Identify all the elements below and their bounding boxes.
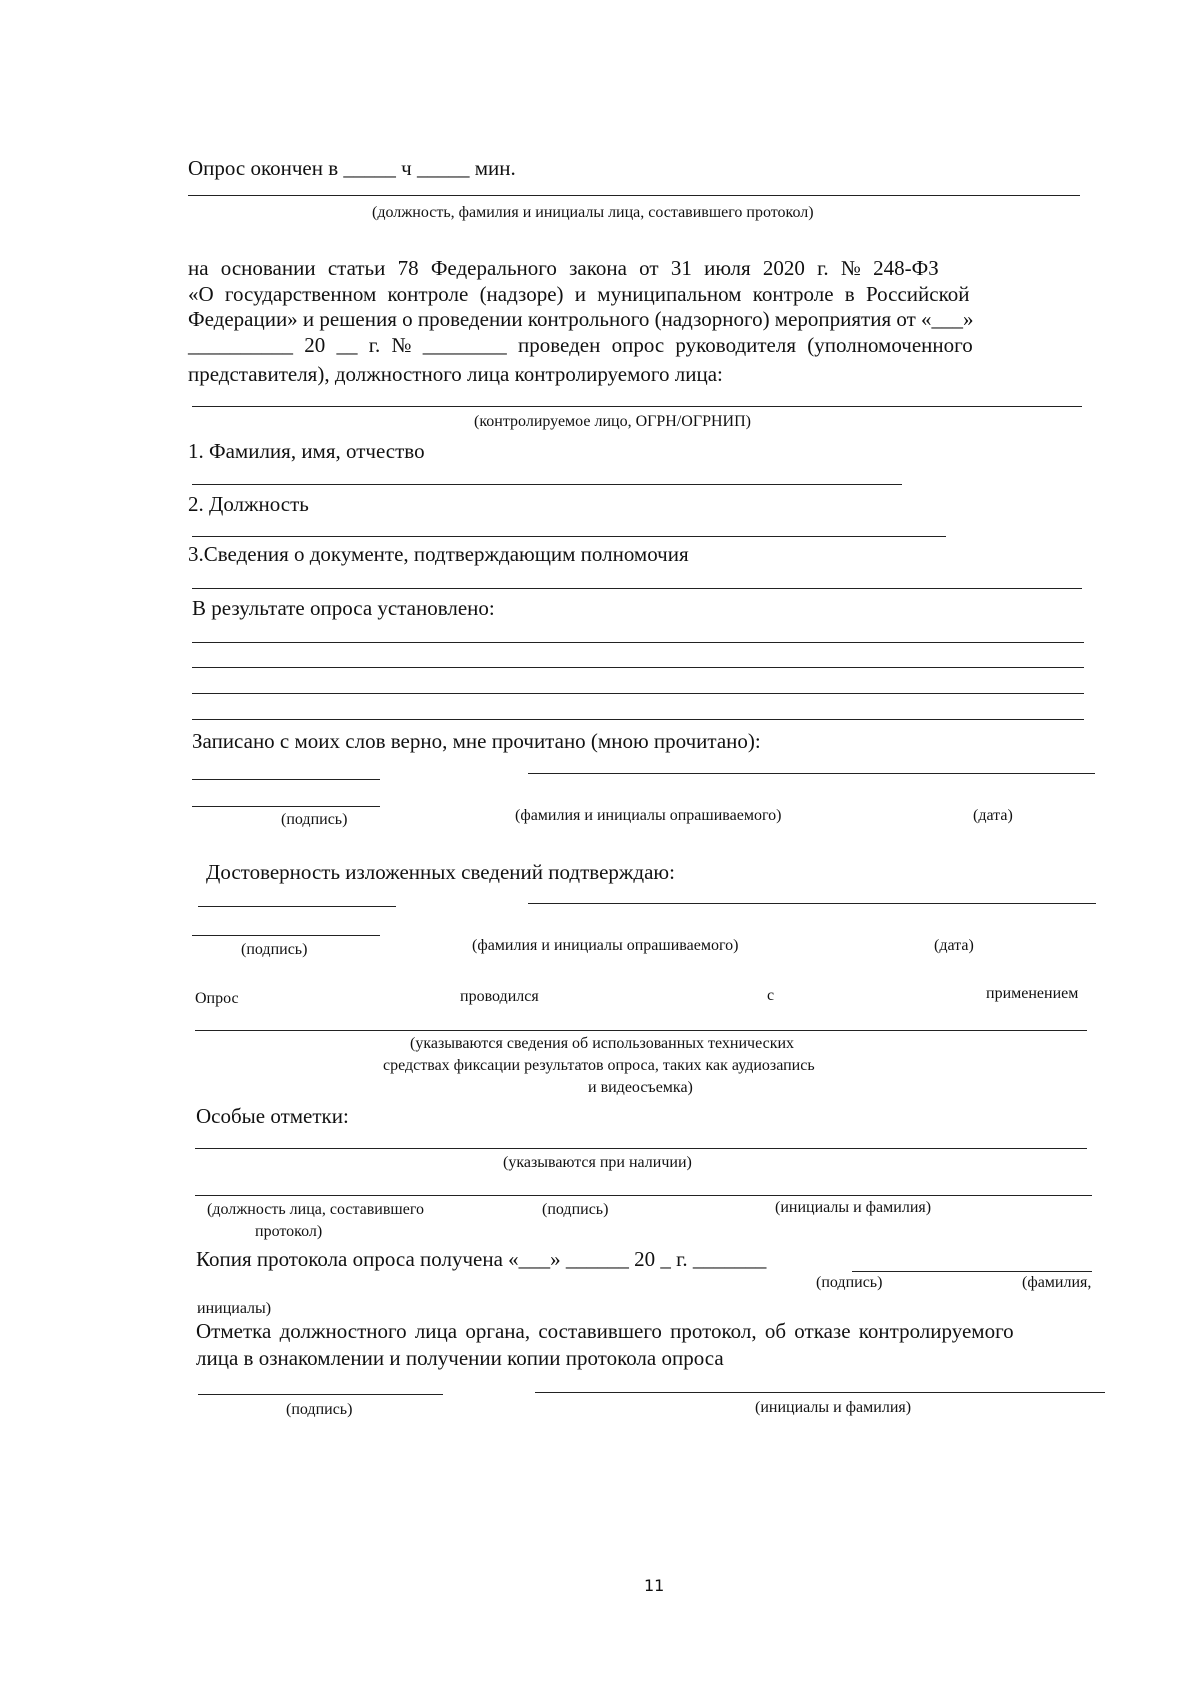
special-notes-line: [195, 1148, 1087, 1149]
special-notes-label: Особые отметки:: [196, 1104, 349, 1128]
copy-name-caption-1: (фамилия,: [1022, 1274, 1092, 1291]
refusal-line-1: Отметка должностного лица органа, составившего протокол, об отказе контролируемого: [196, 1319, 1014, 1343]
final-name-line: [535, 1392, 1105, 1393]
final-name-caption: (инициалы и фамилия): [755, 1399, 912, 1416]
copy-signature-caption: (подпись): [816, 1274, 883, 1291]
tech-word-conducted: проводился: [460, 988, 539, 1005]
survey-end-line: Опрос окончен в _____ ч _____ мин.: [188, 156, 516, 180]
author-signature-caption: (подпись): [542, 1201, 609, 1218]
tech-word-using: применением: [986, 985, 1079, 1002]
field-position: 2. Должность: [188, 492, 309, 516]
basis-line-5: представителя), должностного лица контролируемого лица:: [188, 362, 723, 386]
sig1-line-b: [192, 806, 380, 807]
basis-line-2: «О государственном контроле (надзоре) и муниципальном контроле в Российской: [188, 282, 970, 306]
field-document: 3.Сведения о документе, подтверждающим полномочия: [188, 542, 689, 566]
author-name-caption: (инициалы и фамилия): [775, 1199, 932, 1216]
tech-word-survey: Опрос: [195, 990, 239, 1007]
page-number: 11: [644, 1576, 665, 1595]
basis-line-3: Федерации» и решения о проведении контрольного (надзорного) мероприятия от «___»: [188, 307, 974, 331]
written-correct-label: Записано с моих слов верно, мне прочитано (мною прочитано):: [192, 729, 761, 753]
sig1-name-line: [528, 773, 1095, 774]
final-signature-caption: (подпись): [286, 1401, 353, 1418]
fio-line: [192, 484, 902, 485]
tech-caption-3: и видеосъемка): [588, 1079, 693, 1096]
tech-line: [195, 1030, 1087, 1031]
sig2-date-caption: (дата): [934, 937, 974, 954]
sig2-signature-caption: (подпись): [241, 941, 308, 958]
sig2-name-caption: (фамилия и инициалы опрашиваемого): [472, 937, 739, 954]
tech-caption-1: (указываются сведения об использованных технических: [410, 1035, 795, 1052]
special-notes-caption: (указываются при наличии): [503, 1154, 692, 1171]
controlled-person-line: [192, 406, 1082, 407]
result-line-3: [192, 693, 1084, 694]
author-position-caption-2: протокол): [255, 1223, 323, 1240]
author-sig-line: [195, 1195, 1092, 1196]
confirm-label: Достоверность изложенных сведений подтверждаю:: [206, 860, 675, 884]
refusal-line-2: лица в ознакомлении и получении копии протокола опроса: [196, 1346, 724, 1370]
sig2-name-line: [528, 903, 1096, 904]
sig2-line-a: [198, 906, 396, 907]
tech-caption-2: средствах фиксации результатов опроса, таких как аудиозапись: [383, 1057, 815, 1074]
copy-name-line: [852, 1271, 1092, 1272]
result-line-1: [192, 642, 1084, 643]
author-caption: (должность, фамилия и инициалы лица, составившего протокол): [372, 204, 814, 221]
sig1-date-caption: (дата): [973, 807, 1013, 824]
author-position-caption-1: (должность лица, составившего: [207, 1201, 425, 1218]
document-line: [192, 588, 1082, 589]
basis-line-1: на основании статьи 78 Федерального закона от 31 июля 2020 г. № 248-ФЗ: [188, 256, 939, 280]
copy-name-caption-2: инициалы): [197, 1300, 272, 1317]
sig1-name-caption: (фамилия и инициалы опрашиваемого): [515, 807, 782, 824]
field-fio: 1. Фамилия, имя, отчество: [188, 439, 425, 463]
sig2-line-b: [192, 935, 380, 936]
tech-word-with: с: [767, 987, 775, 1004]
controlled-caption: (контролируемое лицо, ОГРН/ОГРНИП): [474, 413, 751, 430]
result-label: В результате опроса установлено:: [192, 596, 495, 620]
copy-received-line: Копия протокола опроса получена «___» ______ 20 _ г. _______: [196, 1247, 767, 1271]
result-line-4: [192, 719, 1084, 720]
author-line: [188, 195, 1080, 196]
sig1-signature-caption: (подпись): [281, 811, 348, 828]
result-line-2: [192, 667, 1084, 668]
basis-line-4: __________ 20 __ г. № ________ проведен опрос руководителя (уполномоченного: [188, 333, 973, 357]
position-line: [192, 536, 946, 537]
final-sig-line: [198, 1394, 443, 1395]
sig1-line-a: [192, 779, 380, 780]
